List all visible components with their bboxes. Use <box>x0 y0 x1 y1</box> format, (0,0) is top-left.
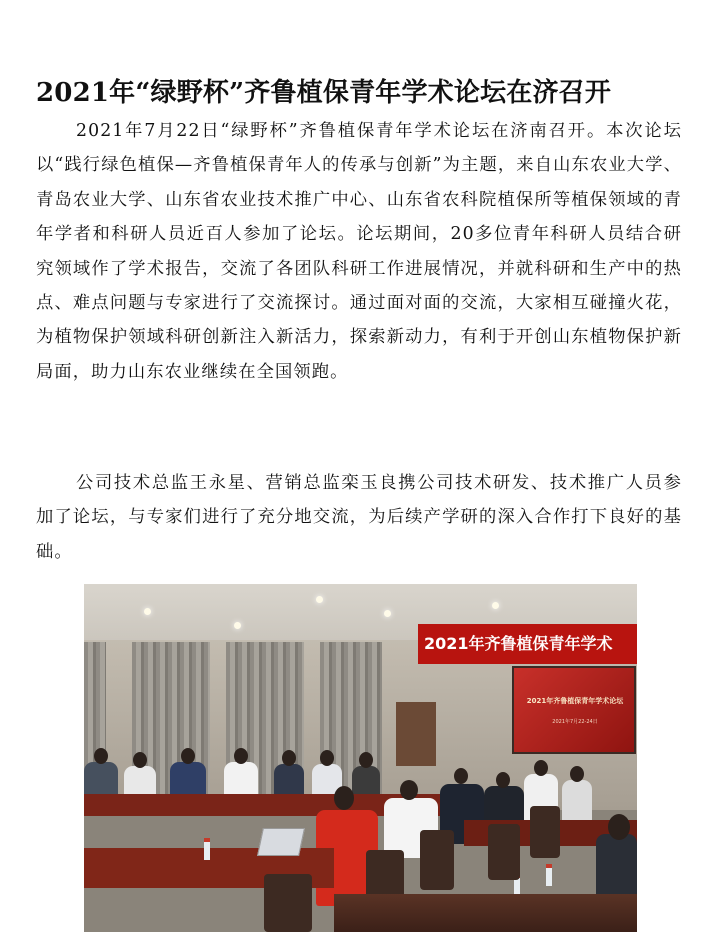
projection-screen <box>512 666 636 754</box>
attendee-head <box>454 768 468 784</box>
attendee-head <box>133 752 147 768</box>
door <box>396 702 436 766</box>
article-title: 2021年“绿野杯”齐鲁植保青年学术论坛在济召开 <box>36 78 612 108</box>
attendee-head <box>320 750 334 766</box>
attendee-head <box>496 772 510 788</box>
chair <box>530 806 560 858</box>
ceiling-light <box>492 602 499 609</box>
attendee-head <box>334 786 354 810</box>
ceiling-light <box>144 608 151 615</box>
conference-photo <box>84 584 637 932</box>
water-bottle <box>204 838 210 860</box>
ceiling-light <box>234 622 241 629</box>
screen-title: 2021年齐鲁植保青年学术论坛 <box>526 697 624 705</box>
ceiling-light <box>384 610 391 617</box>
photo-banner: 2021年齐鲁植保青年学术 <box>418 624 637 664</box>
laptop <box>257 828 305 856</box>
chair <box>420 830 454 890</box>
attendee-head <box>181 748 195 764</box>
attendee-head <box>282 750 296 766</box>
attendee-head <box>359 752 373 768</box>
article-paragraph-2: 公司技术总监王永星、营销总监栾玉良携公司技术研发、技术推广人员参加了论坛，与专家们进行了充分地交流，为后续产学研的深入合作打下良好的基础。 <box>36 473 682 562</box>
attendee <box>562 780 592 824</box>
attendee-head <box>234 748 248 764</box>
attendee-head <box>570 766 584 782</box>
water-bottle <box>546 864 552 886</box>
article-paragraph-1: 2021年7月22日“绿野杯”齐鲁植保青年学术论坛在济南召开。本次论坛以“践行绿色植保—齐鲁植保青年人的传承与创新”为主题，来自山东农业大学、青岛农业大学、山东省农业技术推广中心、山东省农科院植保所等植保领域的青年学者和科研人员近百人参加了论坛。论坛期间，20多位青年科研人员结合研究领域作了学术报告，交流了各团队科研工作进展情况，并就科研和生产中的热点、难点问题与专家进行了交流探讨。通过面对面的交流，大家相互碰撞火花，为植物保护领域科研创新注入新活力，探索新动力，有利于开创山东植物保护新局面，助力山东农业继续在全国领跑。 <box>36 121 682 382</box>
ceiling-light <box>316 596 323 603</box>
chair <box>488 824 520 880</box>
screen-date: 2021年7月22-24日 <box>552 719 598 725</box>
attendee-head <box>534 760 548 776</box>
chair <box>264 874 312 932</box>
attendee-head <box>94 748 108 764</box>
attendee-head <box>400 780 418 800</box>
attendee-head <box>608 814 630 840</box>
photo-floor <box>334 894 637 932</box>
